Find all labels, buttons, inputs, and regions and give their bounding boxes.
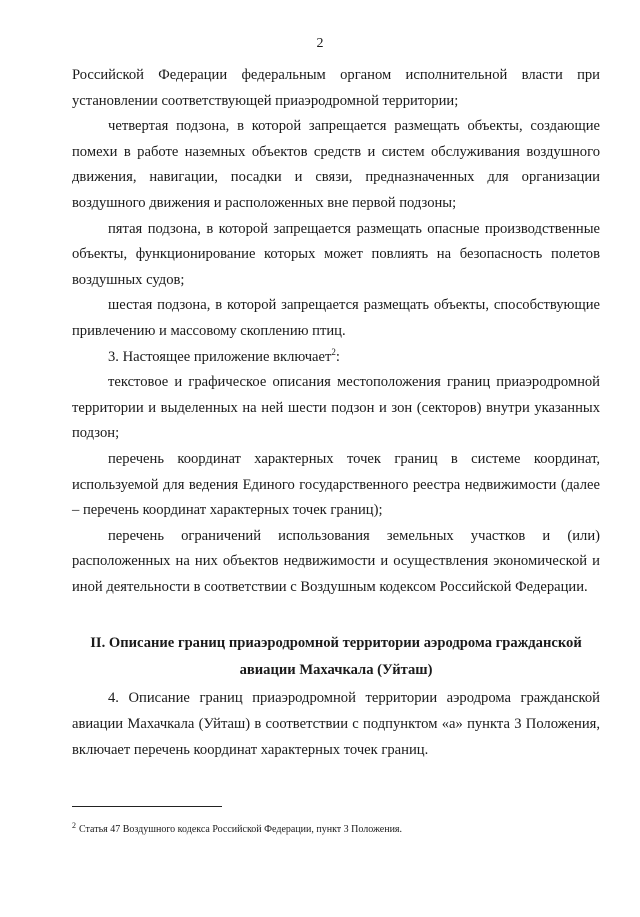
item-3-text: 3. Настоящее приложение включает (108, 348, 332, 365)
paragraph-item-4: 4. Описание границ приаэродромной территории аэродрома гражданской авиации Махачкала (Уйташ) в соответствии с подпунктом «а» пункта 3 Положения, включает перечень координат характерных точек границ. (72, 690, 600, 758)
body-text (72, 63, 600, 763)
paragraph-coordinates-list: перечень координат характерных точек границ в системе координат, используемой для ведения Единого государственного реестра недвижимости (далее – перечень координат характерных точек границ); (72, 450, 600, 519)
paragraph-subzone-5: пятая подзона, в которой запрещается размещать опасные производственные объекты, функционирование которых может повлиять на безопасность полетов воздушных судов; (72, 220, 600, 288)
section-heading-line-1: II. Описание границ приаэродромной территории аэродрома гражданской (90, 635, 582, 652)
section-heading (72, 630, 600, 684)
page-number: 2 (316, 36, 324, 51)
paragraph-item-3 (72, 345, 600, 371)
section-heading-line-2: авиации Махачкала (Уйташ) (239, 662, 433, 679)
paragraph-continuation: Российской Федерации федеральным органом исполнительной власти при установлении соответствующей приаэродромной территории; (72, 67, 600, 109)
paragraph-subzone-4: четвертая подзона, в которой запрещается размещать объекты, создающие помехи в работе наземных объектов средств и систем обслуживания воздушного движения, навигации, посадки и связи, предназначенных для организации воздушного движения и расположенных вне первой подзоны; (72, 118, 600, 211)
footnote-divider (72, 806, 222, 807)
footnote (72, 820, 600, 837)
paragraph-description: текстовое и графическое описания местоположения границ приаэродромной территории и выделенных на ней шести подзон и зон (секторов) внутри указанных подзон; (72, 374, 600, 442)
paragraph-restrictions-list: перечень ограничений использования земельных участков и (или) расположенных на них объектов недвижимости и осуществления экономической и иной деятельности в соответствии с Воздушным кодексом Российской Федерации. (72, 527, 600, 595)
item-3-colon: : (335, 348, 340, 365)
paragraph-subzone-6: шестая подзона, в которой запрещается размещать объекты, способствующие привлечению и массовому скоплению птиц. (72, 297, 600, 339)
footnote-marker: 2 (72, 820, 76, 830)
footnote-text: Статья 47 Воздушного кодекса Российской Федерации, пункт 3 Положения. (79, 824, 403, 835)
footnote-reference: 2 (331, 346, 336, 357)
